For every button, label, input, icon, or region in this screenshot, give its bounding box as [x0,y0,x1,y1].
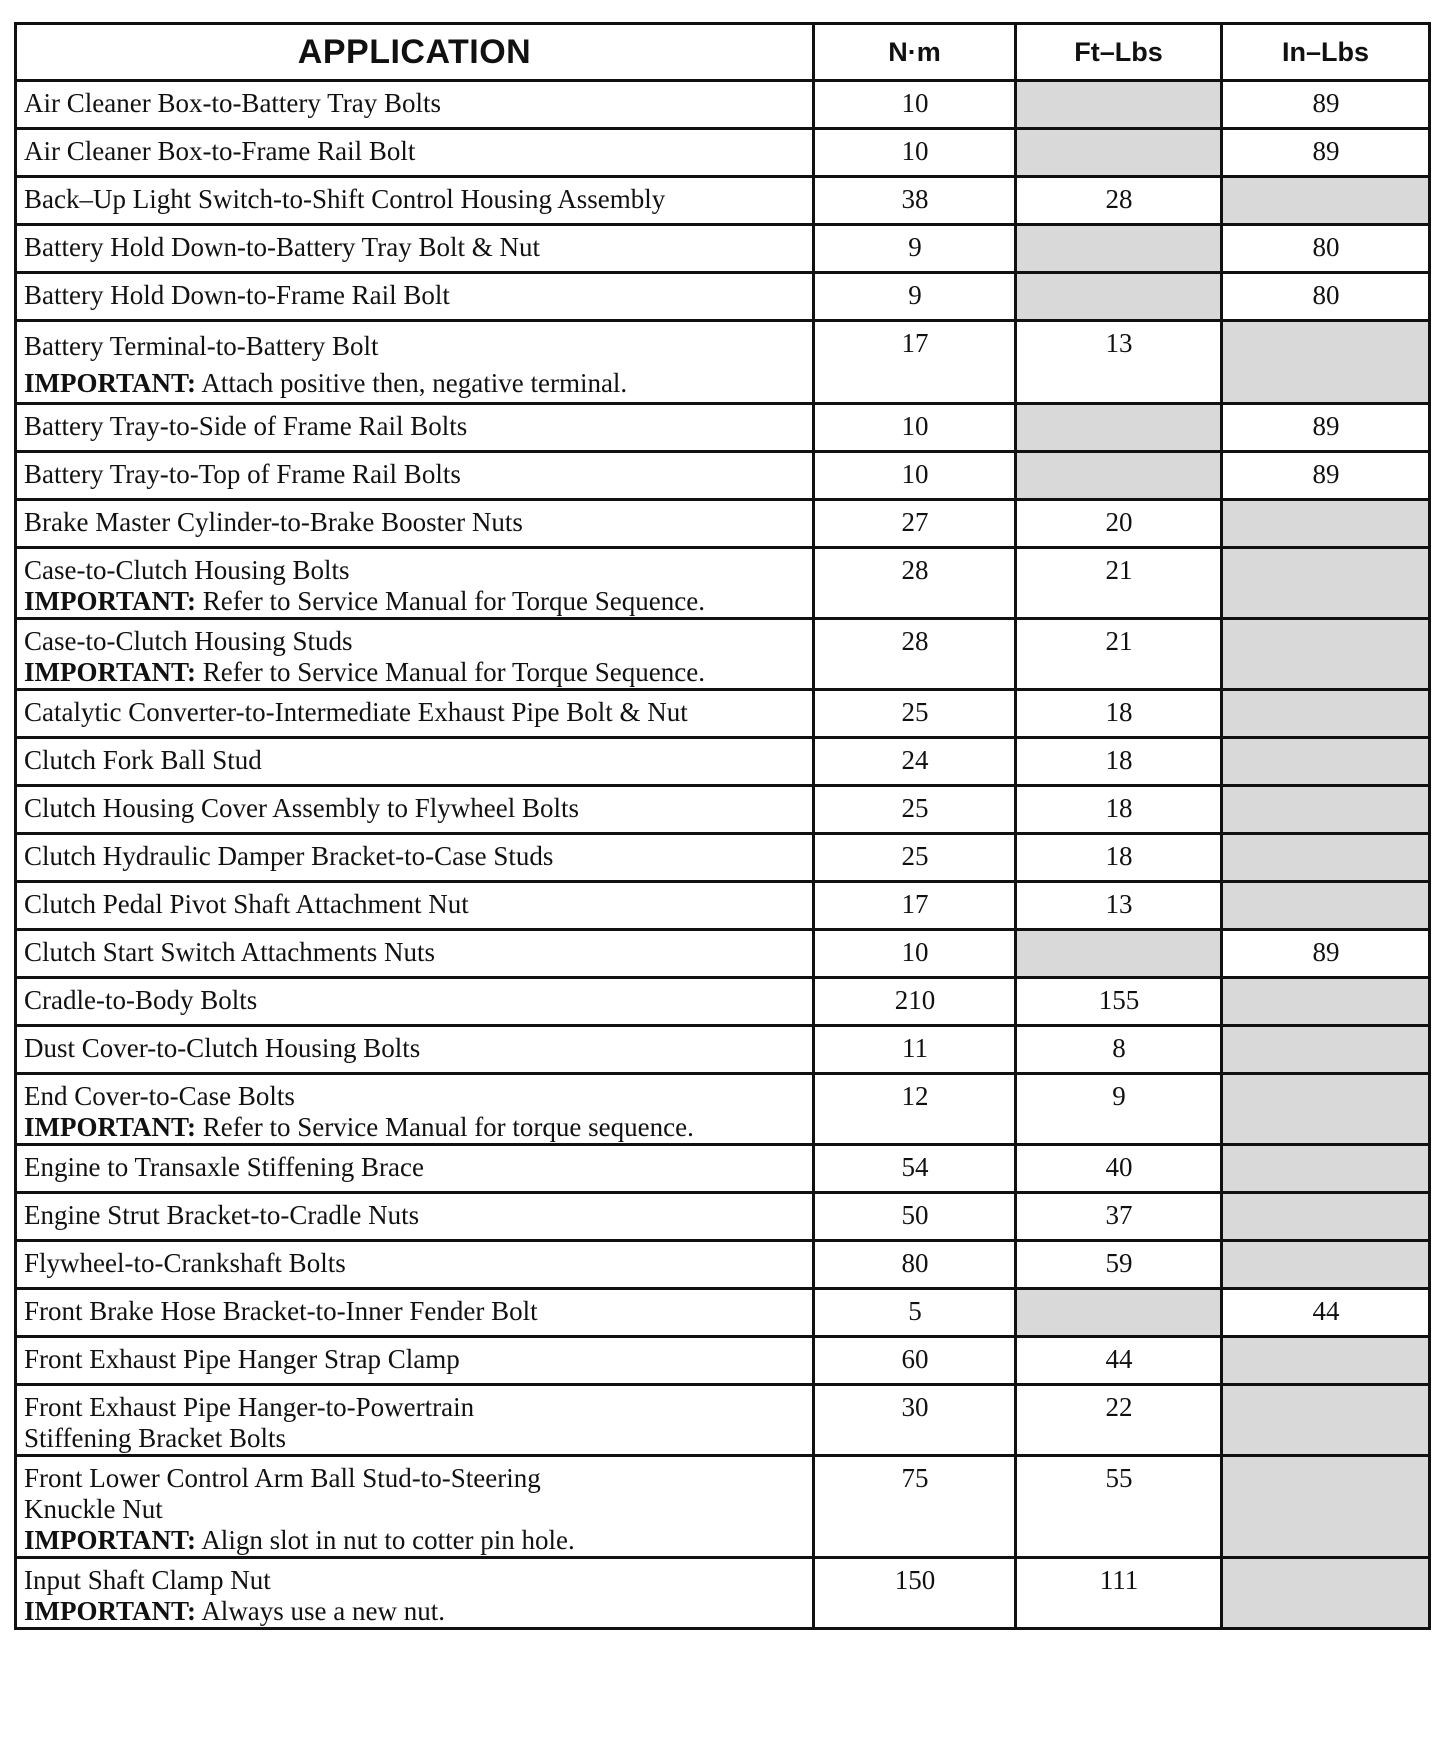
table-row [16,690,1430,738]
table-row [16,834,1430,882]
nm-cell: 10 [814,81,1016,129]
in-lbs-cell [1222,738,1430,786]
application-text: Dust Cover-to-Clutch Housing Bolts [24,1033,421,1063]
important-label: IMPORTANT: [24,1596,197,1626]
in-lbs-cell [1222,548,1430,619]
application-cell [16,1289,814,1337]
ft-lbs-cell [1016,129,1222,177]
application-cell [16,882,814,930]
application-cell [16,500,814,548]
important-note [24,365,806,402]
ft-lbs-cell: 155 [1016,978,1222,1026]
application-cell [16,548,814,619]
in-lbs-cell [1222,1241,1430,1289]
application-cell [16,1193,814,1241]
application-text: Clutch Start Switch Attachments Nuts [24,937,435,967]
ft-lbs-cell: 37 [1016,1193,1222,1241]
ft-lbs-cell: 44 [1016,1337,1222,1385]
in-lbs-cell [1222,1074,1430,1145]
table-row [16,548,1430,619]
application-text: Air Cleaner Box-to-Frame Rail Bolt [24,136,416,166]
ft-lbs-cell: 21 [1016,619,1222,690]
table-row [16,500,1430,548]
application-cell [16,1145,814,1193]
application-text: Clutch Pedal Pivot Shaft Attachment Nut [24,889,469,919]
nm-cell: 50 [814,1193,1016,1241]
important-note [24,1525,806,1556]
nm-cell: 10 [814,930,1016,978]
in-lbs-cell [1222,500,1430,548]
ft-lbs-cell: 18 [1016,690,1222,738]
application-text: Battery Tray-to-Top of Frame Rail Bolts [24,459,461,489]
table-row [16,786,1430,834]
note-text: Always use a new nut. [201,1596,446,1626]
application-cell [16,404,814,452]
application-cell [16,786,814,834]
nm-cell: 27 [814,500,1016,548]
in-lbs-cell [1222,1456,1430,1558]
nm-cell: 10 [814,129,1016,177]
header-ft-lbs: Ft–Lbs [1016,24,1222,81]
table-row [16,1385,1430,1456]
ft-lbs-cell: 9 [1016,1074,1222,1145]
application-cell [16,834,814,882]
note-text: Align slot in nut to cotter pin hole. [201,1525,575,1555]
application-cell [16,1337,814,1385]
in-lbs-cell: 80 [1222,225,1430,273]
in-lbs-cell [1222,1385,1430,1456]
header-nm: N·m [814,24,1016,81]
application-text: Back–Up Light Switch-to-Shift Control Housing Assembly [24,184,666,214]
important-label: IMPORTANT: [24,657,197,687]
nm-cell: 10 [814,452,1016,500]
application-text: Brake Master Cylinder-to-Brake Booster Nuts [24,507,523,537]
application-cell [16,129,814,177]
ft-lbs-cell: 21 [1016,548,1222,619]
nm-cell: 150 [814,1558,1016,1629]
note-text: Refer to Service Manual for Torque Sequence. [202,586,705,616]
ft-lbs-cell [1016,81,1222,129]
application-cell [16,738,814,786]
important-note [24,657,806,688]
ft-lbs-cell: 111 [1016,1558,1222,1629]
header-row [16,24,1430,81]
application-cell [16,273,814,321]
ft-lbs-cell [1016,1289,1222,1337]
table-row [16,225,1430,273]
table-row [16,930,1430,978]
in-lbs-cell [1222,882,1430,930]
nm-cell: 10 [814,404,1016,452]
nm-cell: 9 [814,273,1016,321]
table-row [16,177,1430,225]
application-text: Front Exhaust Pipe Hanger-to-Powertrain Stiffening Bracket Bolts [24,1392,475,1453]
application-text: Engine to Transaxle Stiffening Brace [24,1152,424,1182]
in-lbs-cell: 89 [1222,930,1430,978]
in-lbs-cell [1222,321,1430,404]
table-row [16,452,1430,500]
nm-cell: 38 [814,177,1016,225]
ft-lbs-cell: 59 [1016,1241,1222,1289]
application-text: Front Exhaust Pipe Hanger Strap Clamp [24,1344,460,1374]
ft-lbs-cell: 13 [1016,882,1222,930]
important-label: IMPORTANT: [24,586,197,616]
important-note [24,586,806,617]
ft-lbs-cell: 28 [1016,177,1222,225]
in-lbs-cell [1222,619,1430,690]
table-row [16,1558,1430,1629]
application-text: Engine Strut Bracket-to-Cradle Nuts [24,1200,420,1230]
application-cell [16,1456,814,1558]
table-row [16,1456,1430,1558]
ft-lbs-cell: 20 [1016,500,1222,548]
table-row [16,619,1430,690]
nm-cell: 210 [814,978,1016,1026]
in-lbs-cell: 89 [1222,452,1430,500]
in-lbs-cell [1222,177,1430,225]
nm-cell: 24 [814,738,1016,786]
in-lbs-cell [1222,786,1430,834]
table-row [16,321,1430,404]
in-lbs-cell [1222,834,1430,882]
application-text: Input Shaft Clamp Nut [24,1565,271,1595]
ft-lbs-cell: 22 [1016,1385,1222,1456]
table-row [16,1145,1430,1193]
in-lbs-cell [1222,978,1430,1026]
ft-lbs-cell [1016,273,1222,321]
in-lbs-cell [1222,1558,1430,1629]
ft-lbs-cell [1016,404,1222,452]
application-text: Front Lower Control Arm Ball Stud-to-Steering Knuckle Nut [24,1463,541,1524]
table-row [16,81,1430,129]
important-label: IMPORTANT: [24,368,197,398]
application-cell [16,81,814,129]
table-row [16,273,1430,321]
application-text: Case-to-Clutch Housing Bolts [24,555,350,585]
table-row [16,978,1430,1026]
torque-spec-table [14,22,1431,1630]
table-row [16,882,1430,930]
nm-cell: 25 [814,786,1016,834]
application-cell [16,1558,814,1629]
table-row [16,738,1430,786]
nm-cell: 28 [814,619,1016,690]
ft-lbs-cell: 13 [1016,321,1222,404]
application-cell [16,177,814,225]
application-cell [16,321,814,404]
application-cell [16,225,814,273]
in-lbs-cell [1222,1145,1430,1193]
table-row [16,1074,1430,1145]
application-text: Flywheel-to-Crankshaft Bolts [24,1248,346,1278]
application-text: Case-to-Clutch Housing Studs [24,626,353,656]
application-cell [16,452,814,500]
application-cell [16,1074,814,1145]
in-lbs-cell: 89 [1222,129,1430,177]
application-text: Battery Terminal-to-Battery Bolt [24,331,379,361]
ft-lbs-cell [1016,930,1222,978]
in-lbs-cell [1222,1193,1430,1241]
nm-cell: 25 [814,834,1016,882]
application-cell [16,978,814,1026]
ft-lbs-cell [1016,452,1222,500]
application-text: Catalytic Converter-to-Intermediate Exhaust Pipe Bolt & Nut [24,697,688,727]
nm-cell: 80 [814,1241,1016,1289]
application-cell [16,930,814,978]
application-cell [16,619,814,690]
application-cell [16,690,814,738]
nm-cell: 17 [814,321,1016,404]
application-text: Battery Hold Down-to-Frame Rail Bolt [24,280,450,310]
in-lbs-cell: 80 [1222,273,1430,321]
in-lbs-cell [1222,690,1430,738]
header-in-lbs: In–Lbs [1222,24,1430,81]
application-text: Air Cleaner Box-to-Battery Tray Bolts [24,88,441,118]
nm-cell: 25 [814,690,1016,738]
application-text: Clutch Hydraulic Damper Bracket-to-Case Studs [24,841,554,871]
table-row [16,1289,1430,1337]
important-label: IMPORTANT: [24,1112,197,1142]
header-application: APPLICATION [16,24,814,81]
note-text: Refer to Service Manual for Torque Sequence. [202,657,705,687]
application-text: End Cover-to-Case Bolts [24,1081,295,1111]
application-text: Clutch Housing Cover Assembly to Flywheel Bolts [24,793,580,823]
table-row [16,129,1430,177]
nm-cell: 60 [814,1337,1016,1385]
ft-lbs-cell: 40 [1016,1145,1222,1193]
nm-cell: 9 [814,225,1016,273]
application-text: Front Brake Hose Bracket-to-Inner Fender Bolt [24,1296,538,1326]
application-text: Clutch Fork Ball Stud [24,745,262,775]
nm-cell: 12 [814,1074,1016,1145]
nm-cell: 11 [814,1026,1016,1074]
table-row [16,404,1430,452]
nm-cell: 17 [814,882,1016,930]
in-lbs-cell: 89 [1222,81,1430,129]
table-row [16,1337,1430,1385]
nm-cell: 54 [814,1145,1016,1193]
nm-cell: 28 [814,548,1016,619]
nm-cell: 5 [814,1289,1016,1337]
application-text: Cradle-to-Body Bolts [24,985,258,1015]
application-text: Battery Tray-to-Side of Frame Rail Bolts [24,411,468,441]
table-row [16,1193,1430,1241]
application-text: Battery Hold Down-to-Battery Tray Bolt & Nut [24,232,540,262]
note-text: Refer to Service Manual for torque sequence. [202,1112,694,1142]
important-note [24,1596,806,1627]
important-note [24,1112,806,1143]
application-cell [16,1385,814,1456]
application-cell [16,1026,814,1074]
application-cell [16,1241,814,1289]
table-row [16,1026,1430,1074]
ft-lbs-cell: 18 [1016,834,1222,882]
in-lbs-cell: 89 [1222,404,1430,452]
nm-cell: 30 [814,1385,1016,1456]
ft-lbs-cell: 55 [1016,1456,1222,1558]
ft-lbs-cell: 18 [1016,738,1222,786]
in-lbs-cell [1222,1026,1430,1074]
table-row [16,1241,1430,1289]
ft-lbs-cell: 8 [1016,1026,1222,1074]
important-label: IMPORTANT: [24,1525,197,1555]
nm-cell: 75 [814,1456,1016,1558]
in-lbs-cell [1222,1337,1430,1385]
ft-lbs-cell: 18 [1016,786,1222,834]
in-lbs-cell: 44 [1222,1289,1430,1337]
ft-lbs-cell [1016,225,1222,273]
note-text: Attach positive then, negative terminal. [201,368,628,398]
